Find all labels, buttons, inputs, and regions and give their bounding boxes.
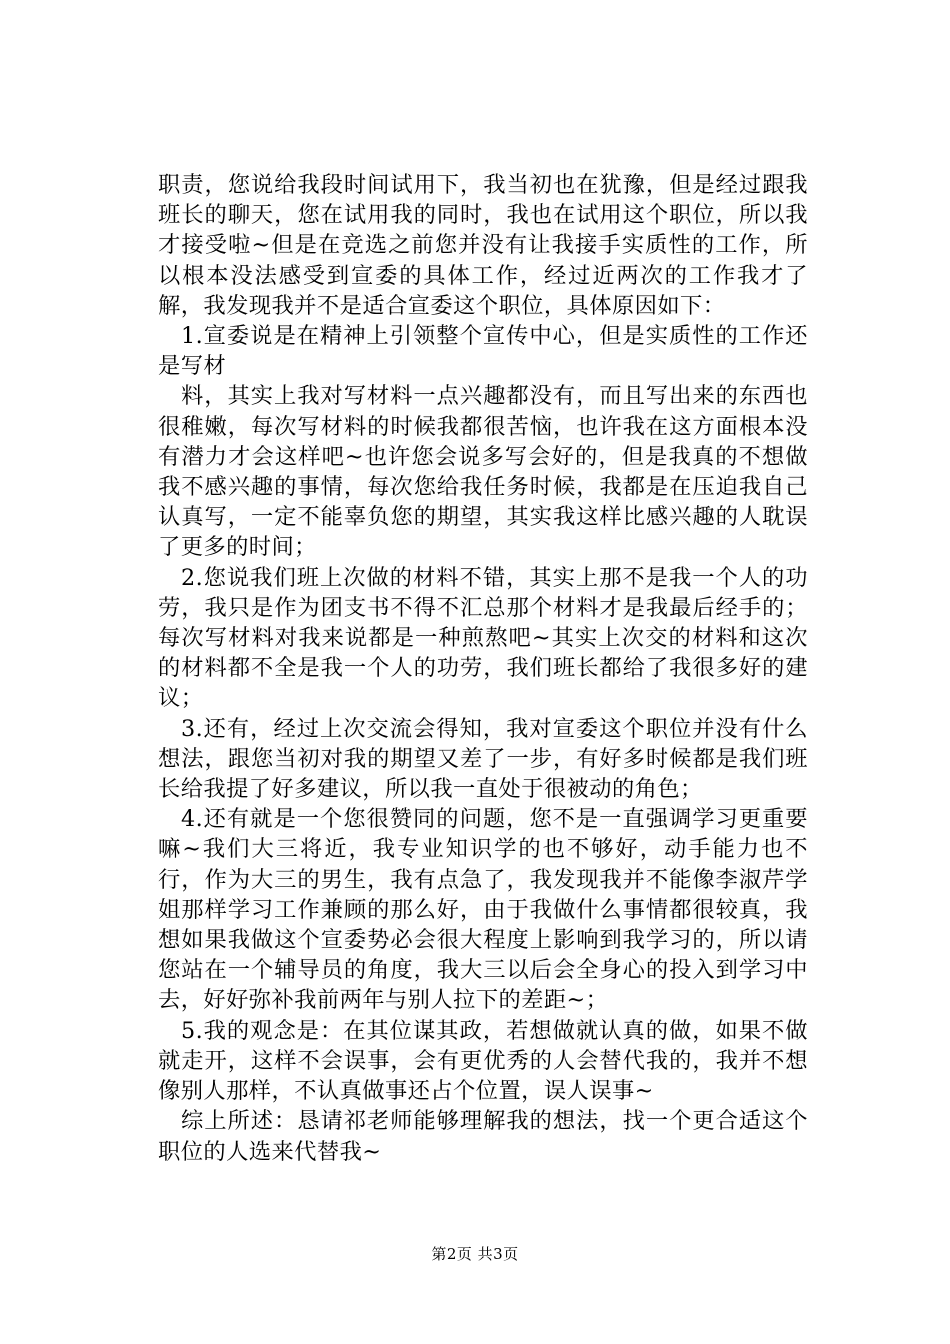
- paragraph-intro: 职责，您说给我段时间试用下，我当初也在犹豫，但是经过跟我班长的聊天，您在试用我的同时，我也在试用这个职位，所以我才接受啦~但是在竞选之前您并没有让我接手实质性的工作，所以根本没法感受到宣委的具体工作，经过近两次的工作我才了解，我发现我并不是适合宣委这个职位，具体原因如下：: [158, 172, 808, 319]
- paragraph-point-3: 3.还有，经过上次交流会得知，我对宣委这个职位并没有什么想法，跟您当初对我的期望又差了一步，有好多时候都是我们班长给我提了好多建议，所以我一直处于很被动的角色；: [158, 715, 808, 803]
- document-body: [158, 170, 808, 1167]
- paragraph-point-1: 1.宣委说是在精神上引领整个宣传中心，但是实质性的工作还是写材: [158, 323, 808, 380]
- paragraph-point-2: 2.您说我们班上次做的材料不错，其实上那不是我一个人的功劳，我只是作为团支书不得不汇总那个材料才是我最后经手的；每次写材料对我来说都是一种煎熬吧~其实上次交的材料和这次的材料都不全是我一个人的功劳，我们班长都给了我很多好的建议；: [158, 564, 808, 712]
- paragraph-conclusion: 综上所述：恳请祁老师能够理解我的想法，找一个更合适这个职位的人选来代替我~: [158, 1108, 808, 1165]
- paragraph-point-4: 4.还有就是一个您很赞同的问题，您不是一直强调学习更重要嘛~我们大三将近，我专业知识学的也不够好，动手能力也不行，作为大三的男生，我有点急了，我发现我并不能像李淑芹学姐那样学习工作兼顾的那么好，由于我做什么事情都很较真，我想如果我做这个宣委势必会很大程度上影响到我学习的，所以请您站在一个辅导员的角度，我大三以后会全身心的投入到学习中去，好好弥补我前两年与别人拉下的差距~；: [158, 806, 808, 1014]
- paragraph-point-5: 5.我的观念是：在其位谋其政，若想做就认真的做，如果不做就走开，这样不会误事，会有更优秀的人会替代我的，我并不想像别人那样，不认真做事还占个位置，误人误事~: [158, 1017, 808, 1105]
- paragraph-point-1-continued: 料，其实上我对写材料一点兴趣都没有，而且写出来的东西也很稚嫩，每次写材料的时候我都很苦恼，也许我在这方面根本没有潜力才会这样吧~也许您会说多写会好的，但是我真的不想做我不感兴趣的事情，每次您给我任务时候，我都是在压迫我自己认真写，一定不能辜负您的期望，其实我这样比感兴趣的人耽误了更多的时间；: [158, 383, 808, 561]
- page-number-footer: 第2页 共3页: [431, 1245, 519, 1263]
